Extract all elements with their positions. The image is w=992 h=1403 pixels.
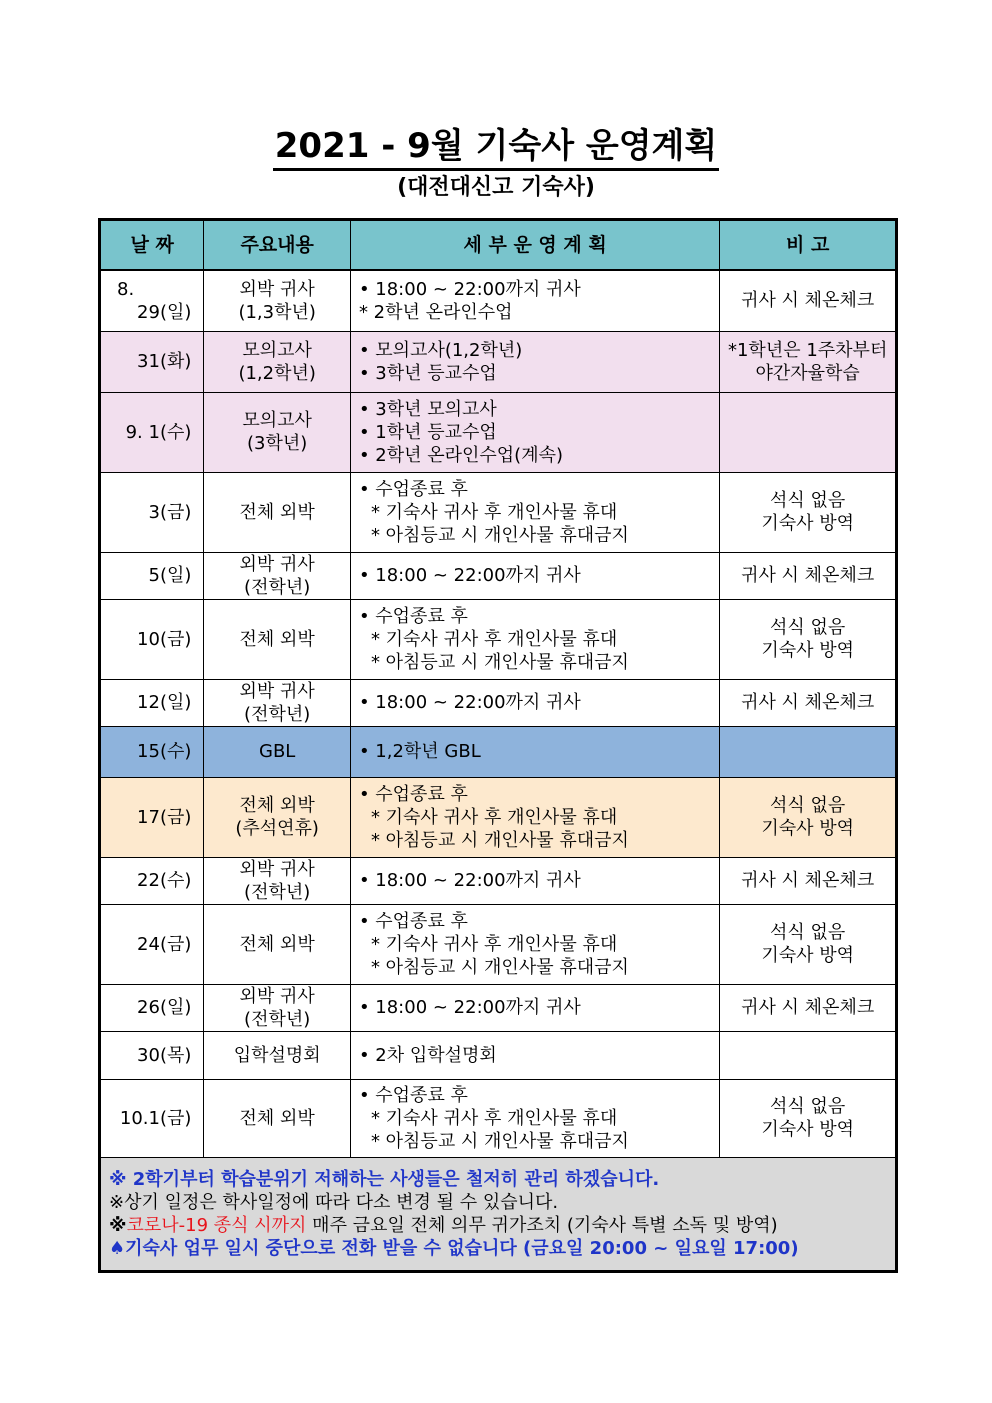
main-cell: 외박 귀사 (전학년)	[204, 857, 351, 904]
detail-cell: • 18:00 ~ 22:00까지 귀사	[350, 679, 719, 726]
detail-cell: • 수업종료 후 * 기숙사 귀사 후 개인사물 휴대 * 아침등교 시 개인사물 휴대금지	[350, 1079, 719, 1157]
note-cell	[720, 1031, 897, 1079]
detail-cell: • 18:00 ~ 22:00까지 귀사	[350, 984, 719, 1031]
detail-cell: • 18:00 ~ 22:00까지 귀사	[350, 857, 719, 904]
detail-cell: • 1,2학년 GBL	[350, 726, 719, 777]
detail-cell: • 모의고사(1,2학년) • 3학년 등교수업	[350, 331, 719, 392]
detail-cell: • 18:00 ~ 22:00까지 귀사 * 2학년 온라인수업	[350, 270, 719, 331]
main-cell: GBL	[204, 726, 351, 777]
table-row	[100, 857, 897, 904]
table-row	[100, 1079, 897, 1157]
page-title: 2021 - 9월 기숙사 운영계획	[0, 118, 992, 167]
header-row	[100, 220, 897, 271]
detail-cell: • 3학년 모의고사 • 1학년 등교수업 • 2학년 온라인수업(계속)	[350, 392, 719, 472]
note-line-3: ※코로나-19 종식 시까지 매주 금요일 전체 의무 귀가조치 (기숙사 특별 소독 및 방역)	[109, 1214, 778, 1236]
note-cell: 석식 없음 기숙사 방역	[720, 777, 897, 857]
note-cell	[720, 726, 897, 777]
table-row	[100, 777, 897, 857]
header-main: 주요내용	[204, 220, 351, 271]
detail-cell: • 수업종료 후 * 기숙사 귀사 후 개인사물 휴대 * 아침등교 시 개인사물 휴대금지	[350, 472, 719, 552]
table-row	[100, 1031, 897, 1079]
main-cell: 모의고사 (1,2학년)	[204, 331, 351, 392]
notes-row	[100, 1157, 897, 1271]
table-row	[100, 552, 897, 599]
main-cell: 외박 귀사 (전학년)	[204, 984, 351, 1031]
header-note: 비 고	[720, 220, 897, 271]
date-cell: 15(수)	[100, 726, 204, 777]
detail-cell: • 18:00 ~ 22:00까지 귀사	[350, 552, 719, 599]
main-cell: 전체 외박	[204, 904, 351, 984]
date-cell: 12(일)	[100, 679, 204, 726]
note-cell: 귀사 시 체온체크	[720, 270, 897, 331]
date-cell: 8. 29(일)	[100, 270, 204, 331]
detail-cell: • 2차 입학설명회	[350, 1031, 719, 1079]
note-line-4: ♠기숙사 업무 일시 중단으로 전화 받을 수 없습니다 (금요일 20:00 ~ 일요일 17:00)	[109, 1237, 799, 1259]
note-line-1: ※ 2학기부터 학습분위기 저해하는 사생들은 철저히 관리 하겠습니다.	[109, 1168, 660, 1190]
note-cell: 귀사 시 체온체크	[720, 552, 897, 599]
date-cell: 24(금)	[100, 904, 204, 984]
date-cell: 10.1(금)	[100, 1079, 204, 1157]
main-cell: 전체 외박	[204, 472, 351, 552]
table-row	[100, 726, 897, 777]
note-cell: 귀사 시 체온체크	[720, 984, 897, 1031]
date-cell: 22(수)	[100, 857, 204, 904]
date-cell: 5(일)	[100, 552, 204, 599]
detail-cell: • 수업종료 후 * 기숙사 귀사 후 개인사물 휴대 * 아침등교 시 개인사물 휴대금지	[350, 599, 719, 679]
table-row	[100, 270, 897, 331]
date-cell: 17(금)	[100, 777, 204, 857]
date-cell: 30(목)	[100, 1031, 204, 1079]
detail-cell: • 수업종료 후 * 기숙사 귀사 후 개인사물 휴대 * 아침등교 시 개인사물 휴대금지	[350, 777, 719, 857]
date-cell: 3(금)	[100, 472, 204, 552]
header-detail: 세 부 운 영 계 획	[350, 220, 719, 271]
date-cell: 26(일)	[100, 984, 204, 1031]
main-cell: 입학설명회	[204, 1031, 351, 1079]
notes-cell	[100, 1157, 897, 1271]
note-cell: 귀사 시 체온체크	[720, 679, 897, 726]
main-cell: 전체 외박 (추석연휴)	[204, 777, 351, 857]
table-row	[100, 904, 897, 984]
table-row	[100, 679, 897, 726]
main-cell: 전체 외박	[204, 599, 351, 679]
note-cell: 석식 없음 기숙사 방역	[720, 599, 897, 679]
note-cell: 석식 없음 기숙사 방역	[720, 472, 897, 552]
note-cell: *1학년은 1주차부터 야간자율학습	[720, 331, 897, 392]
note-cell: 귀사 시 체온체크	[720, 857, 897, 904]
main-cell: 외박 귀사 (1,3학년)	[204, 270, 351, 331]
table-row	[100, 392, 897, 472]
table-row	[100, 984, 897, 1031]
main-cell: 모의고사 (3학년)	[204, 392, 351, 472]
schedule-table	[98, 218, 898, 1273]
note-cell: 석식 없음 기숙사 방역	[720, 1079, 897, 1157]
date-cell: 10(금)	[100, 599, 204, 679]
date-cell: 31(화)	[100, 331, 204, 392]
header-date: 날 짜	[100, 220, 204, 271]
note-cell	[720, 392, 897, 472]
note-cell: 석식 없음 기숙사 방역	[720, 904, 897, 984]
date-cell: 9. 1(수)	[100, 392, 204, 472]
table-row	[100, 472, 897, 552]
detail-cell: • 수업종료 후 * 기숙사 귀사 후 개인사물 휴대 * 아침등교 시 개인사물 휴대금지	[350, 904, 719, 984]
main-cell: 외박 귀사 (전학년)	[204, 679, 351, 726]
table-row	[100, 331, 897, 392]
main-cell: 전체 외박	[204, 1079, 351, 1157]
table-row	[100, 599, 897, 679]
main-cell: 외박 귀사 (전학년)	[204, 552, 351, 599]
page-subtitle: (대전대신고 기숙사)	[397, 175, 595, 200]
note-line-2: ※상기 일정은 학사일정에 따라 다소 변경 될 수 있습니다.	[109, 1191, 559, 1213]
